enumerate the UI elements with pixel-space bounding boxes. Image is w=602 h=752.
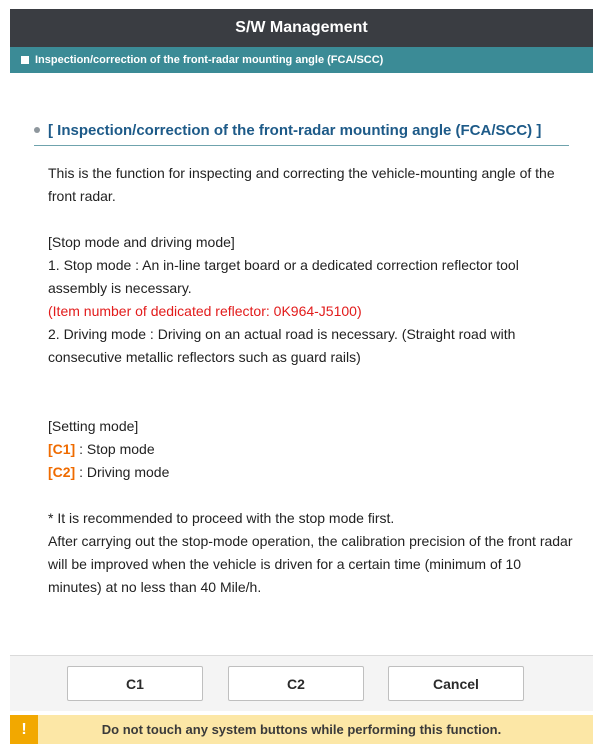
setting-mode-title: [Setting mode] <box>48 418 139 434</box>
c1-tag: [C1] <box>48 441 76 457</box>
c2-tag: [C2] <box>48 464 76 480</box>
section-heading <box>34 115 569 146</box>
section-heading-text: [ Inspection/correction of the front-radar mounting angle (FCA/SCC) ] <box>48 121 542 139</box>
window-title: S/W Management <box>10 9 593 47</box>
driving-mode-text: 2. Driving mode : Driving on an actual road is necessary. (Straight road with consecutive metallic reflectors such as guard rails) <box>48 326 516 365</box>
c1-mode-line <box>48 438 573 461</box>
button-bar <box>10 655 593 711</box>
modes-title: [Stop mode and driving mode] <box>48 234 235 250</box>
reflector-note: (Item number of dedicated reflector: 0K964-J5100) <box>48 303 362 319</box>
intro-text: This is the function for inspecting and correcting the vehicle-mounting angle of the front radar. <box>48 165 555 204</box>
section-bar <box>10 47 593 73</box>
warning-icon: ! <box>10 715 38 744</box>
bullet-dot-icon <box>34 127 40 133</box>
c2-text: : Driving mode <box>75 464 170 480</box>
warning-banner <box>10 715 593 744</box>
c2-button[interactable]: C2 <box>228 666 364 701</box>
description-content <box>48 162 573 599</box>
after-text: After carrying out the stop-mode operation, the calibration precision of the front radar will be improved when the vehicle is driven for a certain time (minimum of 10 minutes) at no less than 40 Mile/h. <box>48 533 573 595</box>
c1-text: : Stop mode <box>75 441 155 457</box>
stop-mode-text: 1. Stop mode : An in-line target board or a dedicated correction reflector tool assembly is necessary. <box>48 257 519 296</box>
recommend-text: * It is recommended to proceed with the stop mode first. <box>48 510 395 526</box>
section-bar-label: Inspection/correction of the front-radar mounting angle (FCA/SCC) <box>35 54 384 66</box>
c1-button[interactable]: C1 <box>67 666 203 701</box>
square-bullet-icon <box>21 56 29 64</box>
sw-management-window <box>10 9 593 744</box>
cancel-button[interactable]: Cancel <box>388 666 524 701</box>
c2-mode-line <box>48 461 573 484</box>
warning-text: Do not touch any system buttons while performing this function. <box>101 722 502 737</box>
